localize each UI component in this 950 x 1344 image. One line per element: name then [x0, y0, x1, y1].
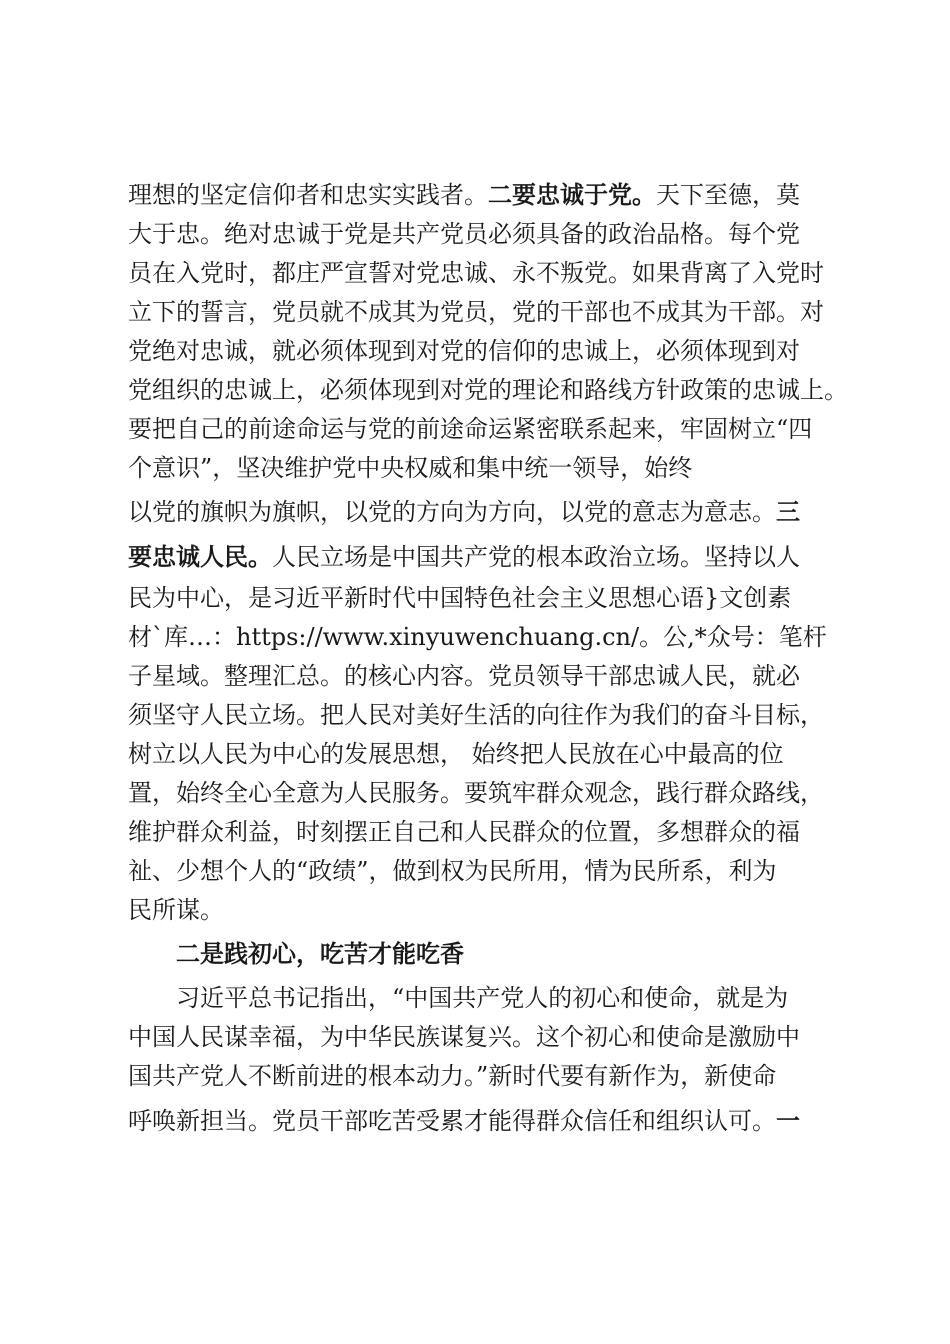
bold-phrase: 三 [776, 498, 800, 526]
text-line: 中国人民谋幸福，为中华民族谋复兴。这个初心和使命是激励中 [128, 1023, 800, 1051]
text-line: 材`库…：https://www.xinyuwenchuang.cn/。公,*众号：笔杆 [128, 623, 827, 651]
bold-phrase: 要忠诚人民。 [128, 543, 272, 571]
text-line: 子星域。整理汇总。的核心内容。党员领导干部忠诚人民，就必 [128, 662, 800, 690]
text-line: 民所谋。 [128, 896, 224, 924]
text-line: 以党的旗帜为旗帜，以党的方向为方向，以党的意志为意志。三 [128, 498, 800, 526]
bold-phrase: 一 [776, 1107, 800, 1135]
text-line: 要忠诚人民。人民立场是中国共产党的根本政治立场。坚持以人 [128, 543, 800, 571]
text-line: 立下的誓言，党员就不成其为党员，党的干部也不成其为干部。对 [128, 298, 824, 326]
text-line: 民为中心，是习近平新时代中国特色社会主义思想心语}文创素 [128, 584, 792, 612]
text-line: 国共产党人不断前进的根本动力。”新时代要有新作为，新使命 [128, 1062, 777, 1090]
text-line: 树立以人民为中心的发展思想， 始终把人民放在心中最高的位 [128, 740, 784, 768]
text-line: 维护群众利益，时刻摆正自己和人民群众的位置，多想群众的福 [128, 818, 800, 846]
text-line: 个意识”，坚决维护党中央权威和集中统一领导，始终 [128, 454, 693, 482]
text-line: 祉、少想个人的“政绩”，做到权为民所用，情为民所系，利为 [128, 857, 777, 885]
text-line: 大于忠。绝对忠诚于党是共产党员必须具备的政治品格。每个党 [128, 220, 800, 248]
text-line: 员在入党时，都庄严宣誓对党忠诚、永不叛党。如果背离了入党时 [128, 259, 824, 287]
text-line: 呼唤新担当。党员干部吃苦受累才能得群众信任和组织认可。一 [128, 1107, 800, 1135]
text-line: 置，始终全心全意为人民服务。要筑牢群众观念，践行群众路线， [128, 779, 824, 807]
section-heading: 二是践初心，吃苦才能吃香 [176, 940, 464, 968]
text-line: 须坚守人民立场。把人民对美好生活的向往作为我们的奋斗目标， [128, 701, 824, 729]
text-line: 理想的坚定信仰者和忠实实践者。二要忠诚于党。天下至德，莫 [128, 181, 800, 209]
text-line: 党绝对忠诚，就必须体现到对党的信仰的忠诚上，必须体现到对 [128, 337, 800, 365]
bold-phrase: 二要忠诚于党。 [488, 181, 656, 209]
text-line: 党组织的忠诚上，必须体现到对党的理论和路线方针政策的忠诚上。 [128, 376, 848, 404]
text-line: 要把自己的前途命运与党的前途命运紧密联系起来，牢固树立“四 [128, 415, 813, 443]
text-line: 习近平总书记指出，“中国共产党人的初心和使命，就是为 [176, 984, 789, 1012]
